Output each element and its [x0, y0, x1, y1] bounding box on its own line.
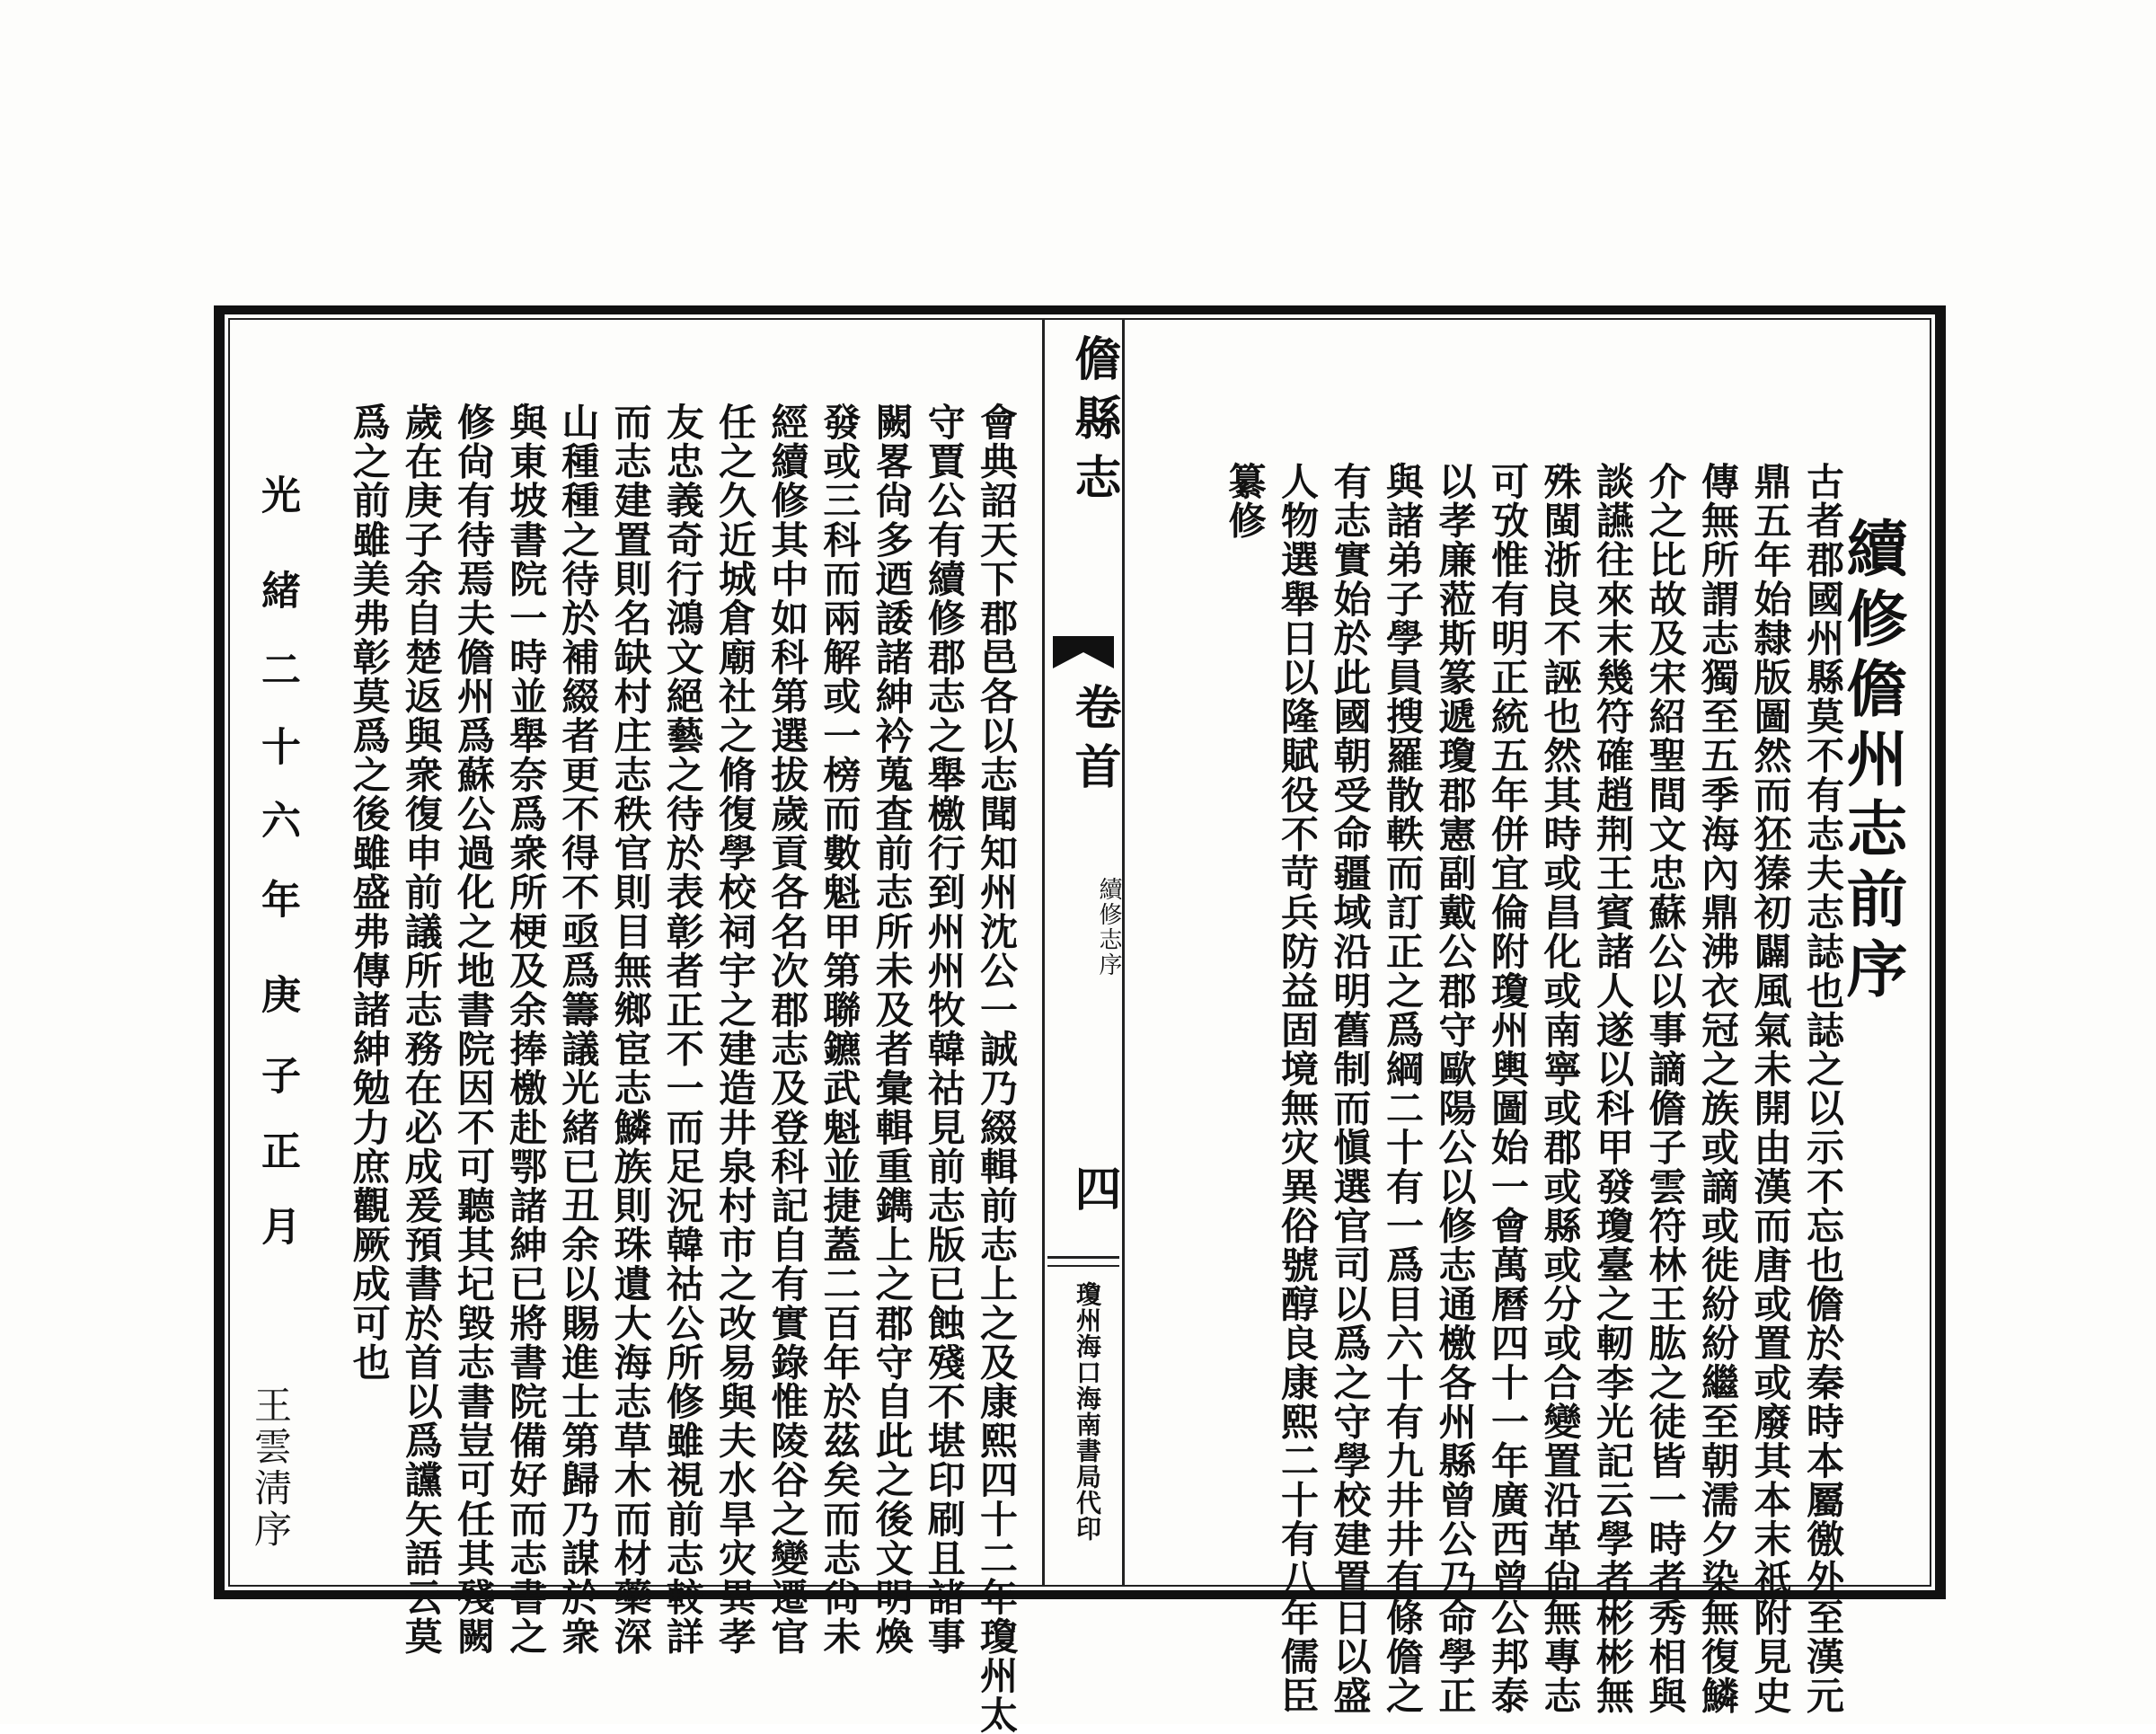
left-page-column-5: 經續修其中如科第選拔歲貢各名次郡志及登科記自有實錄惟陵谷之變遷官	[765, 403, 810, 1657]
right-page-column-12: 纂修	[1223, 462, 1268, 541]
right-page-column-8: 以孝廉蒞斯篆遞瓊郡憲副戴公郡守歐陽公以修志通檄各州縣曾公乃命學正	[1433, 462, 1478, 1716]
date-char-9: 正	[254, 1130, 300, 1172]
left-page-column-13: 爲之前雖美弗彰莫爲之後雖盛弗傳諸紳勉力庶觀厥成可也	[347, 403, 392, 1382]
date-char-4: 十	[254, 726, 300, 767]
right-page-column-5: 談讌往來末幾符確趙荆王賓諸人遂以科甲發瓊臺之軔李光記云學者彬彬無	[1591, 462, 1635, 1716]
center-section-label: 續修志序	[1095, 877, 1122, 978]
center-divider-line-2	[1047, 1265, 1119, 1267]
preface-signature: 王雲淸序	[249, 1385, 293, 1551]
right-page-column-11: 人物選舉日以隆賦役不苛兵防益固境無灾異俗號醇良康熙二十有八年儒臣	[1276, 462, 1320, 1716]
right-page-column-3: 傳無所謂志獨至五季海內鼎沸衣冠之族或謫或徙紛紛繼至朝濡夕染無復鱗	[1696, 462, 1740, 1716]
left-page-column-3: 闕畧尙多迺諉諸紳衿蒐査前志所未及者彙輯重鐫上之郡守自此之後文明煥	[870, 403, 915, 1657]
date-char-8: 子	[254, 1055, 300, 1096]
preface-title: 續修儋州志前序	[1836, 517, 1908, 1007]
right-page-column-9: 與諸弟子學員搜羅散軼而訂正之爲綱二十有一爲目六十有九井井有條儋之	[1381, 462, 1425, 1716]
left-page-column-1: 會典詔天下郡邑各以志聞知州沈公一誠乃綴輯前志上之及康熙四十二年瓊州太	[975, 403, 1019, 1734]
center-volume: 卷首	[1066, 683, 1121, 801]
date-char-1: 光	[254, 474, 300, 516]
left-page-column-7: 友忠義奇行鴻文絕藝之待於表彰者正不一而足況韓祜公所修雖視前志較詳	[660, 403, 705, 1657]
center-page-number: 四	[1066, 1164, 1121, 1211]
right-page-column-10: 有志實始於此國朝受命疆域沿明舊制而愼選官司以爲之守學校建置日以盛	[1328, 462, 1373, 1716]
left-page-column-12: 歲在庚子余自楚返與衆復申前議所志務在必成爰預書於首以爲讜矢語云莫	[399, 403, 444, 1657]
date-char-6: 年	[254, 879, 300, 920]
left-page-column-2: 守賈公有續修郡志之舉檄行到州州牧韓祜見前志版已蝕殘不堪印刷且諸事	[922, 403, 967, 1657]
left-page-column-6: 任之久近城倉廟社之脩復學校祠宇之建造井泉村市之改易與夫水旱灾異孝	[713, 403, 757, 1657]
center-book-title: 儋縣志	[1066, 334, 1121, 512]
right-page-column-2: 鼎五年始隸版圖然而狉獉初闢風氣未開由漢而唐或置或廢其本末祇附見史	[1748, 462, 1793, 1716]
left-page-column-11: 修尙有待焉夫儋州爲蘇公過化之地書院因不可聽其圮毀志書豈可任其殘闕	[452, 403, 496, 1657]
left-page-column-9: 山種種之待於補綴者更不得不亟爲籌議光緒已丑余以賜進士第歸乃謀於衆	[556, 403, 601, 1657]
left-page-column-8: 而志建置則名缺村庄志秩官則目無鄉宦志鱗族則珠遺大海志草木而材藥深	[608, 403, 653, 1657]
right-page-column-7: 可攷惟有明正統五年併宜倫附瓊州輿圖始一會萬曆四十一年廣西曾公邦泰	[1486, 462, 1530, 1716]
fish-tail-mark-icon	[1053, 636, 1114, 668]
date-char-3: 二	[254, 649, 300, 690]
left-page-column-10: 與東坡書院一時並舉奈爲衆所梗及余捧檄赴鄂諸紳已將書院備好而志書之	[504, 403, 549, 1657]
right-page-column-4: 介之比故及宋紹聖間文忠蘇公以事謫儋子雲符林王肱之徒皆一時者秀相與	[1643, 462, 1688, 1716]
center-printer-imprint: 瓊州海口海南書局代印	[1073, 1281, 1102, 1542]
date-char-7: 庚	[254, 974, 300, 1015]
center-divider-line	[1047, 1256, 1119, 1259]
date-char-2: 緒	[254, 570, 300, 611]
right-page-column-6: 殊閩浙良不誣也然其時或昌化或南寧或郡或縣或分或合變置沿革尙無專志	[1538, 462, 1583, 1716]
date-char-10: 月	[254, 1206, 300, 1247]
left-page-column-4: 發或三科而兩解或一榜而數魁甲第聯鑣武魁並捷蓋二百年於茲矣而志尙未	[817, 403, 862, 1657]
date-char-5: 六	[254, 800, 300, 841]
right-page-column-1: 古者郡國州縣莫不有志夫志誌也誌之以示不忘也儋於秦時本屬徼外至漢元	[1801, 462, 1845, 1716]
